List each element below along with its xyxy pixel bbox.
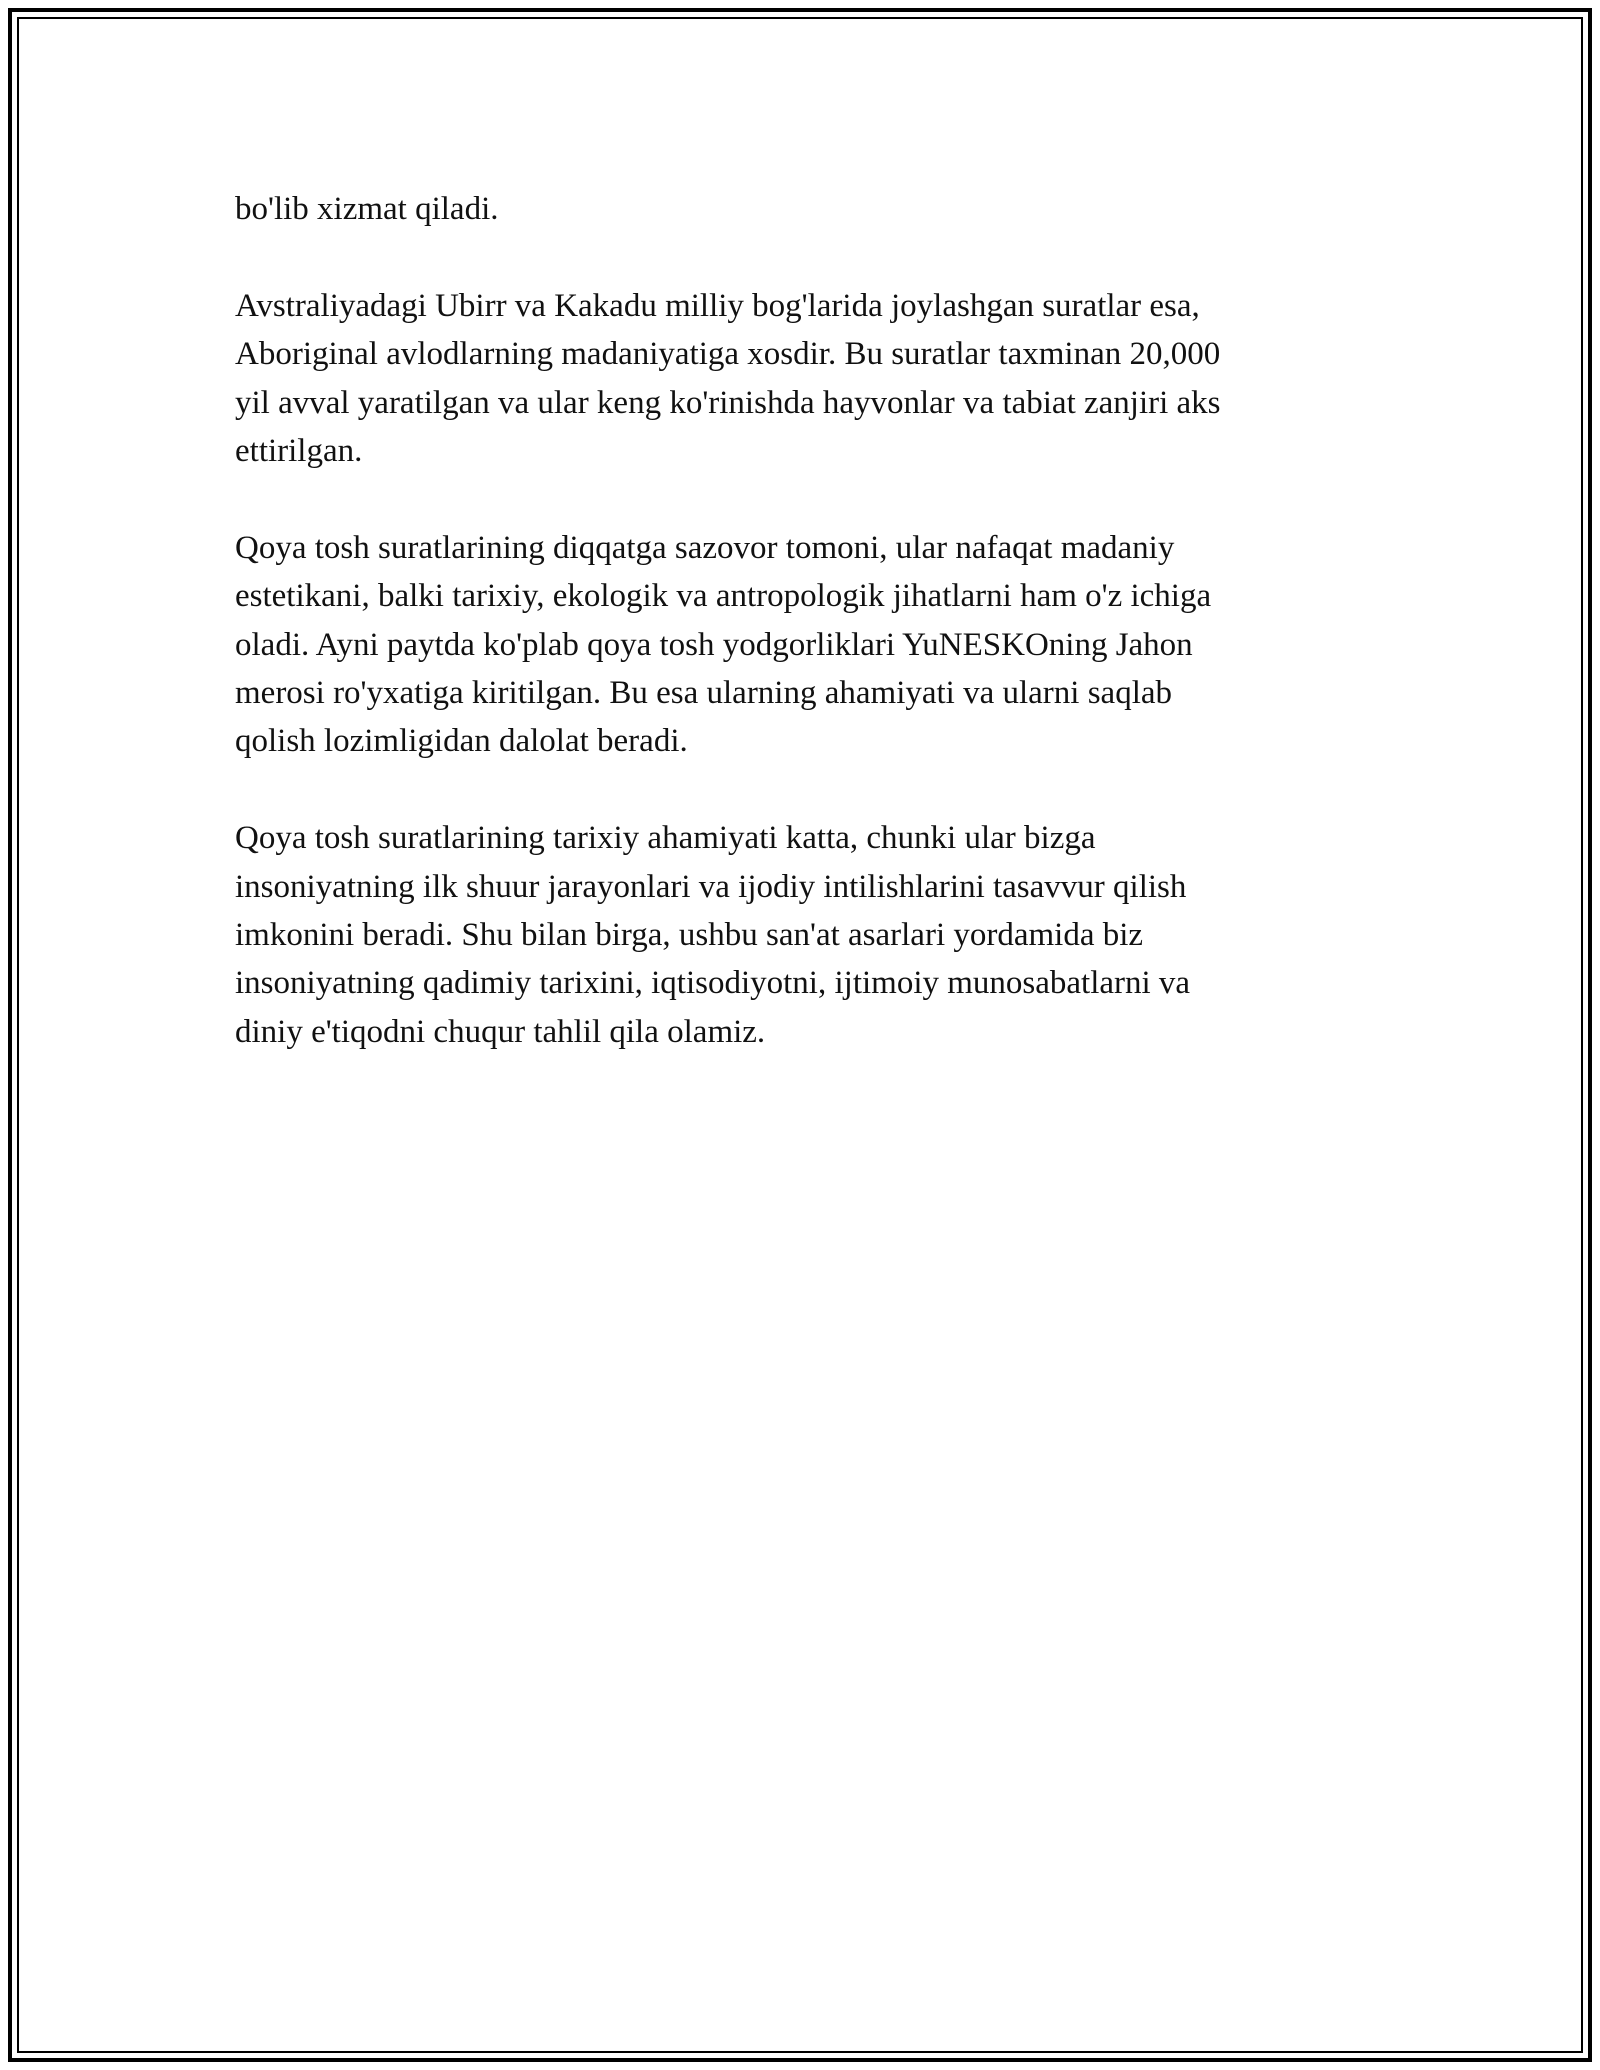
paragraph-continuation: bo'lib xizmat qiladi. <box>235 191 499 227</box>
document-body <box>235 185 1355 1105</box>
paragraph-historical-importance: Qoya tosh suratlarining tarixiy ahamiyati katta, chunki ular bizga insoniyatning ilk shuur jarayonlari va ijodiy intilishlarini tasavvur qilish imkonini beradi. Shu bilan birga, ushbu san'at asarlari yordamida biz insoniyatning qadimiy tarixini, iqtisodiyotni, ijtimoiy munosabatlarni va diniy e'tiqodni chuqur tahlil qila olamiz. <box>235 820 1191 1050</box>
paragraph-significance: Qoya tosh suratlarining diqqatga sazovor tomoni, ular nafaqat madaniy estetikani, balki tarixiy, ekologik va antropologik jihatlarni ham o'z ichiga oladi. Ayni paytda ko'plab qoya tosh yodgorliklari YuNESKOning Jahon merosi ro'yxatiga kiritilgan. Bu esa ularning ahamiyati va ularni saqlab qolish lozimligidan dalolat beradi. <box>235 529 1212 760</box>
paragraph-australia: Avstraliyadagi Ubirr va Kakadu milliy bog'larida joylashgan suratlar esa, Aboriginal avlodlarning madaniyatiga xosdir. Bu suratlar taxminan 20,000 yil avval yaratilgan va ular keng ko'rinishda hayvonlar va tabiat zanjiri aks ettirilgan. <box>235 287 1221 470</box>
